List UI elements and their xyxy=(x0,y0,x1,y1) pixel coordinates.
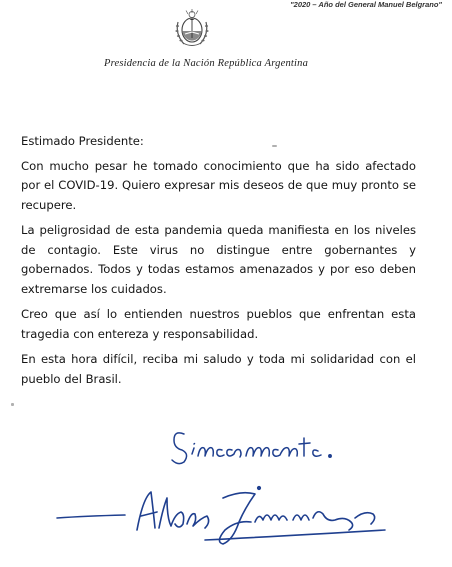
paragraph-4: En esta hora difícil, reciba mi saludo y toda mi solidaridad con el pueblo del Brasil. xyxy=(21,352,416,386)
handwritten-closing xyxy=(168,420,368,470)
year-motto: "2020 – Año del General Manuel Belgrano" xyxy=(290,0,442,9)
scan-speck xyxy=(272,145,277,147)
handwritten-signature xyxy=(55,478,405,548)
letter-body xyxy=(21,132,416,395)
paragraph-2: La peligrosidad de esta pandemia queda manifiesta en los niveles de contagio. Este virus no distingue entre gobernantes y gobernados. Todos y todas estamos amenazados y por eso deben extremarse los cuidados. xyxy=(21,223,416,296)
scan-speck xyxy=(11,403,14,406)
institution-name: Presidencia de la Nación República Argentina xyxy=(103,58,309,69)
coat-of-arms-icon xyxy=(172,8,212,50)
paragraph-3: Creo que así lo entienden nuestros pueblos que enfrentan esta tragedia con entereza y responsabilidad. xyxy=(21,307,416,341)
paragraph-1: Con mucho pesar he tomado conocimiento que ha sido afectado por el COVID-19. Quiero expresar mis deseos de que muy pronto se recupere. xyxy=(21,158,416,212)
salutation: Estimado Presidente: xyxy=(21,134,144,148)
